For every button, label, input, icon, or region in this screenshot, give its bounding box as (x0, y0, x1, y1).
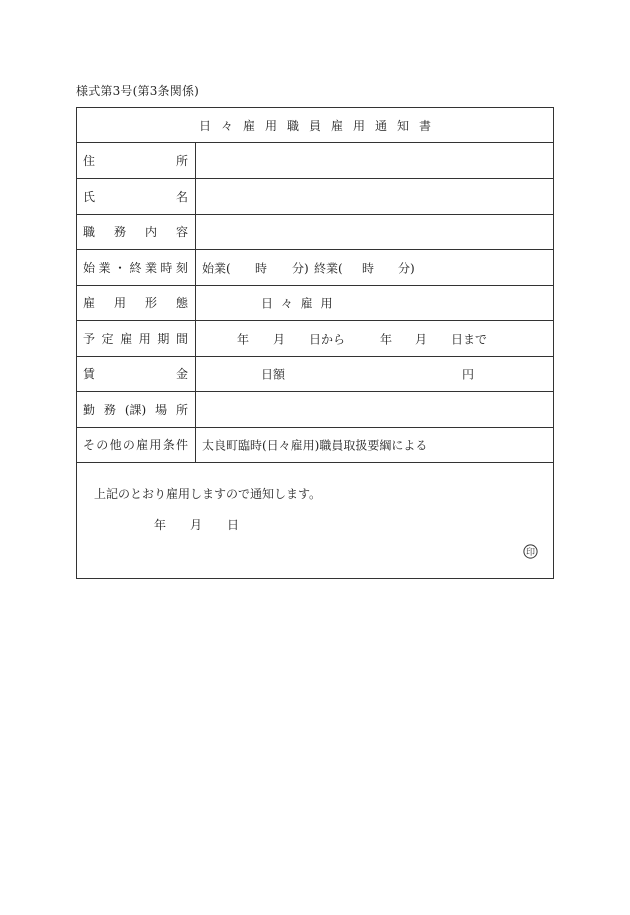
field-duties[interactable] (196, 214, 553, 249)
row-other-conditions (77, 427, 553, 463)
period-from-year: 年 (237, 332, 250, 346)
field-wage[interactable] (196, 356, 553, 391)
wage-yen-unit: 円 (462, 367, 475, 381)
label-workplace: 勤 務 (課) 場 所 (77, 392, 196, 427)
start-label: 始業( (202, 261, 231, 275)
field-workplace[interactable] (196, 392, 553, 427)
notice-form (76, 107, 554, 579)
field-working-hours[interactable] (196, 250, 553, 285)
field-address[interactable] (196, 143, 553, 178)
row-scheduled-period (77, 321, 553, 357)
row-employment-type (77, 285, 553, 321)
row-workplace (77, 392, 553, 428)
seal-stamp-icon (523, 544, 538, 559)
form-title-row (77, 108, 553, 143)
label-working-hours: 始 業 ・ 終 業 時 刻 (77, 250, 196, 285)
row-duties (77, 214, 553, 250)
label-other-conditions: そ の 他 の 雇 用 条 件 (77, 427, 196, 462)
end-label: 終業( (314, 261, 343, 275)
start-minute-unit: 分) (292, 261, 309, 275)
label-duties: 職 務 内 容 (77, 214, 196, 249)
field-other-conditions (196, 427, 553, 462)
label-scheduled-period: 予 定 雇 用 期 間 (77, 321, 196, 356)
end-minute-unit: 分) (398, 261, 415, 275)
end-hour-unit: 時 (362, 261, 375, 275)
wage-daily-label: 日額 (261, 367, 286, 381)
row-name (77, 179, 553, 215)
label-name: 氏 名 (77, 179, 196, 214)
period-to-day: 日まで (451, 332, 488, 346)
notice-statement: 上記のとおり雇用しますので通知します。 (94, 487, 322, 501)
label-wage: 賃 金 (77, 356, 196, 391)
row-working-hours (77, 250, 553, 286)
date-day-unit: 日 (227, 518, 240, 532)
field-name[interactable] (196, 179, 553, 214)
date-year-unit: 年 (154, 518, 167, 532)
form-number: 様式第3号(第3条関係) (76, 84, 200, 98)
period-from-month: 月 (273, 332, 286, 346)
label-address: 住 所 (77, 143, 196, 178)
period-from-day: 日から (309, 332, 346, 346)
other-conditions-value: 太良町臨時(日々雇用)職員取扱要綱による (202, 438, 428, 452)
period-to-month: 月 (415, 332, 428, 346)
form-title: 日々雇用職員雇用通知書 (198, 118, 441, 133)
seal-character: 印 (525, 548, 536, 558)
field-scheduled-period[interactable] (196, 321, 553, 356)
field-employment-type (196, 285, 553, 320)
period-to-year: 年 (380, 332, 393, 346)
date-month-unit: 月 (190, 518, 203, 532)
row-wage (77, 356, 553, 392)
start-hour-unit: 時 (255, 261, 268, 275)
row-address (77, 143, 553, 179)
employment-type-value: 日 々 雇 用 (261, 296, 333, 310)
label-employment-type: 雇 用 形 態 (77, 285, 196, 320)
